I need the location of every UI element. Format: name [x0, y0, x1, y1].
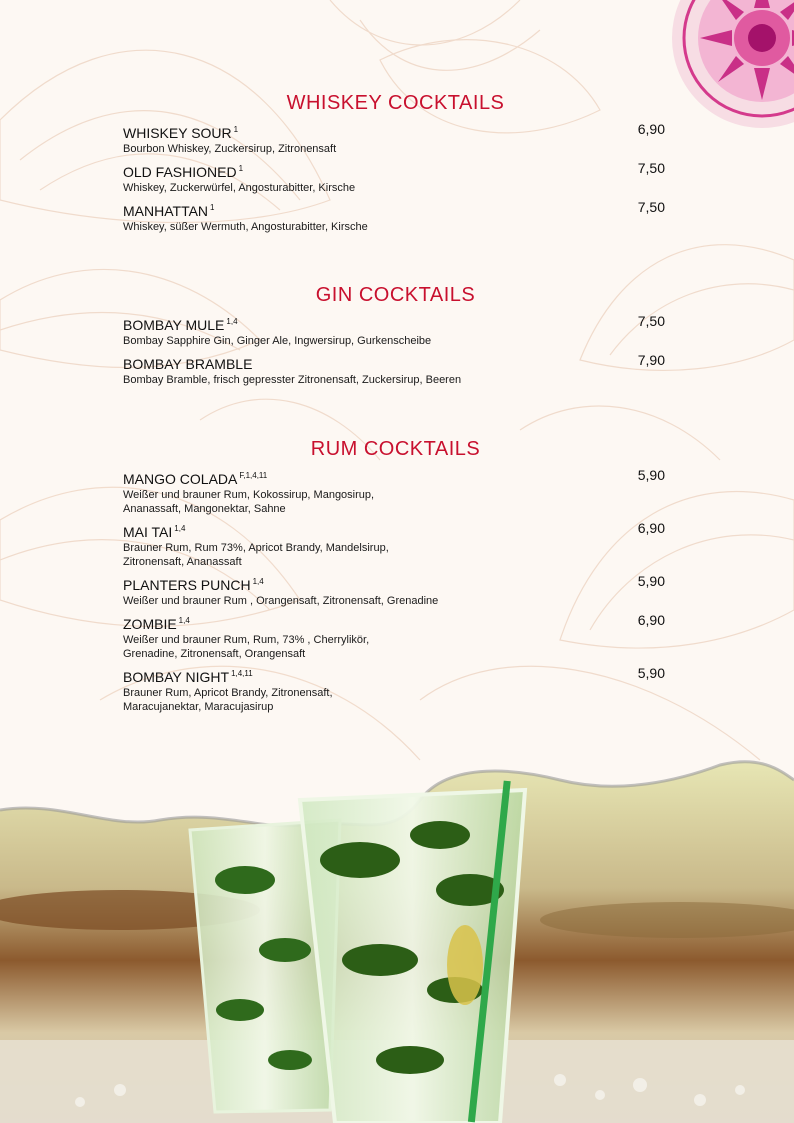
menu-item	[123, 573, 668, 608]
item-name: BOMBAY BRAMBLE	[123, 356, 253, 372]
item-description: Grenadine, Zitronensaft, Orangensaft	[123, 648, 306, 660]
item-name: BOMBAY MULE	[123, 317, 225, 333]
item-description: Brauner Rum, Apricot Brandy, Zitronensaft,	[123, 687, 333, 699]
menu-item	[123, 352, 668, 387]
allergen-codes: 1,4	[174, 524, 186, 533]
item-name: PLANTERS PUNCH	[123, 577, 251, 593]
item-description: Bombay Sapphire Gin, Ginger Ale, Ingwersirup, Gurkenscheibe	[123, 335, 432, 347]
item-description: Ananassaft, Mangonektar, Sahne	[123, 503, 286, 515]
item-price: 7,50	[637, 160, 665, 176]
item-price: 7,50	[637, 313, 665, 329]
section-title: WHISKEY COCKTAILS	[286, 92, 505, 114]
item-name: MANGO COLADA	[123, 471, 238, 487]
allergen-codes: 1,4	[226, 317, 238, 326]
menu-item	[123, 467, 668, 516]
menu-item	[123, 612, 668, 661]
item-description: Brauner Rum, Rum 73%, Apricot Brandy, Mandelsirup,	[123, 542, 389, 554]
item-name: ZOMBIE	[123, 616, 177, 632]
menu-item	[123, 665, 668, 714]
item-price: 7,50	[637, 199, 665, 215]
item-description: Bombay Bramble, frisch gepresster Zitronensaft, Zuckersirup, Beeren	[123, 374, 462, 386]
item-name: MAI TAI	[123, 524, 173, 540]
section-rum	[123, 438, 668, 718]
section-title: GIN COCKTAILS	[315, 284, 476, 306]
section-gin	[123, 284, 668, 391]
item-price: 6,90	[637, 520, 665, 536]
item-name: OLD FASHIONED	[123, 164, 237, 180]
allergen-codes: 1,4	[252, 577, 264, 586]
item-price: 5,90	[637, 467, 665, 483]
section-title: RUM COCKTAILS	[310, 438, 481, 460]
allergen-codes: 1	[233, 125, 239, 134]
item-name: BOMBAY NIGHT	[123, 669, 230, 685]
item-price: 6,90	[637, 612, 665, 628]
item-description: Weißer und brauner Rum, Kokossirup, Mangosirup,	[123, 489, 375, 501]
allergen-codes: F,1,4,11	[239, 471, 268, 480]
allergen-codes: 1,4,11	[231, 669, 253, 678]
menu-item	[123, 313, 668, 348]
section-whiskey	[123, 92, 668, 238]
item-price: 5,90	[637, 573, 665, 589]
item-price: 5,90	[637, 665, 665, 681]
cocktail-photo	[0, 740, 794, 1123]
allergen-codes: 1,4	[178, 616, 190, 625]
item-name: MANHATTAN	[123, 203, 209, 219]
item-description: Whiskey, süßer Wermuth, Angosturabitter, Kirsche	[123, 221, 368, 233]
item-description: Bourbon Whiskey, Zuckersirup, Zitronensaft	[123, 143, 337, 155]
item-price: 7,90	[637, 352, 665, 368]
menu-item	[123, 199, 668, 234]
item-description: Weißer und brauner Rum, Rum, 73% , Cherrylikör,	[123, 634, 370, 646]
item-description: Maracujanektar, Maracujasirup	[123, 701, 274, 713]
menu-item	[123, 520, 668, 569]
menu-item	[123, 121, 668, 156]
allergen-codes: 1	[210, 203, 215, 212]
item-price: 6,90	[637, 121, 665, 137]
menu-item	[123, 160, 668, 195]
item-description: Zitronensaft, Ananassaft	[123, 556, 242, 568]
item-name: WHISKEY SOUR	[123, 125, 232, 141]
allergen-codes: 1	[238, 164, 244, 173]
item-description: Whiskey, Zuckerwürfel, Angosturabitter, Kirsche	[123, 182, 356, 194]
item-description: Weißer und brauner Rum , Orangensaft, Zitronensaft, Grenadine	[123, 595, 439, 607]
